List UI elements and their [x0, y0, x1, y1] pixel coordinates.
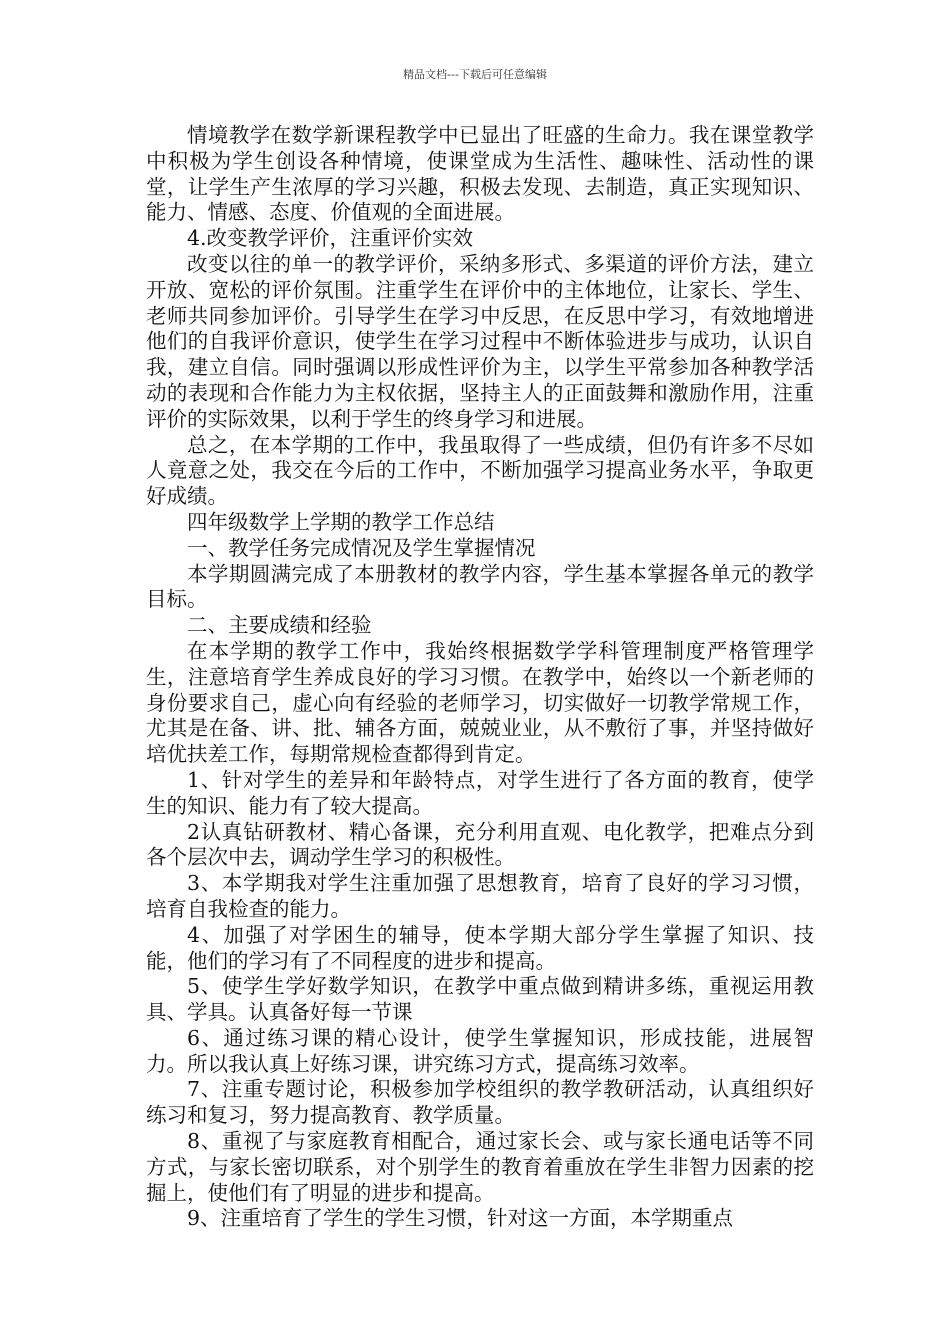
list-item: 3、本学期我对学生注重加强了思想教育，培育了良好的学习习惯，培育自我检查的能力。: [146, 871, 814, 921]
paragraph: 改变以往的单一的教学评价，采纳多形式、多渠道的评价方法，建立开放、宽松的评价氛围。注重学生在评价中的主体地位，让家长、学生、老师共同参加评价。引导学生在学习中反思，在反思中学习，有效地增进他们的自我评价意识，使学生在学习过程中不断体验进步与成功，认识自我，建立自信。同时强调以形成性评价为主，以学生平常参加各种教学活动的表现和合作能力为主权依据，坚持主人的正面鼓舞和激励作用，注重评价的实际效果，以利于学生的终身学习和进展。: [146, 251, 814, 431]
paragraph: 本学期圆满完成了本册教材的教学内容，学生基本掌握各单元的教学目标。: [146, 561, 814, 612]
section-heading: 二、主要成绩和经验: [187, 613, 372, 638]
list-item: 5、使学生学好数学知识，在教学中重点做到精讲多练，重视运用教具、学具。认真备好每一节课: [146, 974, 814, 1025]
document-body: [146, 123, 814, 1232]
list-item: 9、注重培育了学生的学生习惯，针对这一方面，本学期重点: [187, 1206, 734, 1231]
list-item: 1、针对学生的差异和年龄特点，对学生进行了各方面的教育，使学生的知识、能力有了较大提高。: [146, 767, 814, 818]
list-item: 7、注重专题讨论，积极参加学校组织的教学教研活动，认真组织好练习和复习，努力提高教育、教学质量。: [146, 1077, 814, 1128]
paragraph: 总之，在本学期的工作中，我虽取得了一些成绩，但仍有许多不尽如人竟意之处，我交在今后的工作中，不断加强学习提高业务水平，争取更好成绩。: [146, 432, 814, 509]
list-item: 8、重视了与家庭教育相配合，通过家长会、或与家长通电话等不同方式，与家长密切联系，对个别学生的教育着重放在学生非智力因素的挖掘上，使他们有了明显的进步和提高。: [146, 1129, 814, 1205]
list-item: 4、加强了对学困生的辅导，使本学期大部分学生掌握了知识、技能，他们的学习有了不同程度的进步和提高。: [146, 922, 814, 973]
section-heading: 一、教学任务完成情况及学生掌握情况: [187, 535, 536, 560]
page-header: 精品文档---下载后可任意编辑: [403, 68, 547, 81]
document-title: 四年级数学上学期的教学工作总结: [187, 509, 495, 534]
section-heading: 4.改变教学评价，注重评价实效: [187, 226, 474, 251]
list-item: 2认真钻研教材、精心备课，充分利用直观、电化教学，把难点分到各个层次中去，调动学生学习的积极性。: [146, 819, 814, 870]
list-item: 6、通过练习课的精心设计，使学生掌握知识，形成技能，进展智力。所以我认真上好练习课，讲究练习方式，提高练习效率。: [146, 1025, 814, 1076]
paragraph: 在本学期的教学工作中，我始终根据数学学科管理制度严格管理学生，注意培育学生养成良好的学习习惯。在教学中，始终以一个新老师的身份要求自己，虚心向有经验的老师学习，切实做好一切教学常规工作，尤其是在备、讲、批、辅各方面，兢兢业业，从不敷衍了事，并坚持做好培优扶差工作，每期常规检查都得到肯定。: [146, 638, 814, 767]
paragraph: 情境教学在数学新课程教学中已显出了旺盛的生命力。我在课堂教学中积极为学生创设各种情境，使课堂成为生活性、趣味性、活动性的课堂，让学生产生浓厚的学习兴趣，积极去发现、去制造，真正实现知识、能力、情感、态度、价值观的全面进展。: [146, 123, 814, 225]
